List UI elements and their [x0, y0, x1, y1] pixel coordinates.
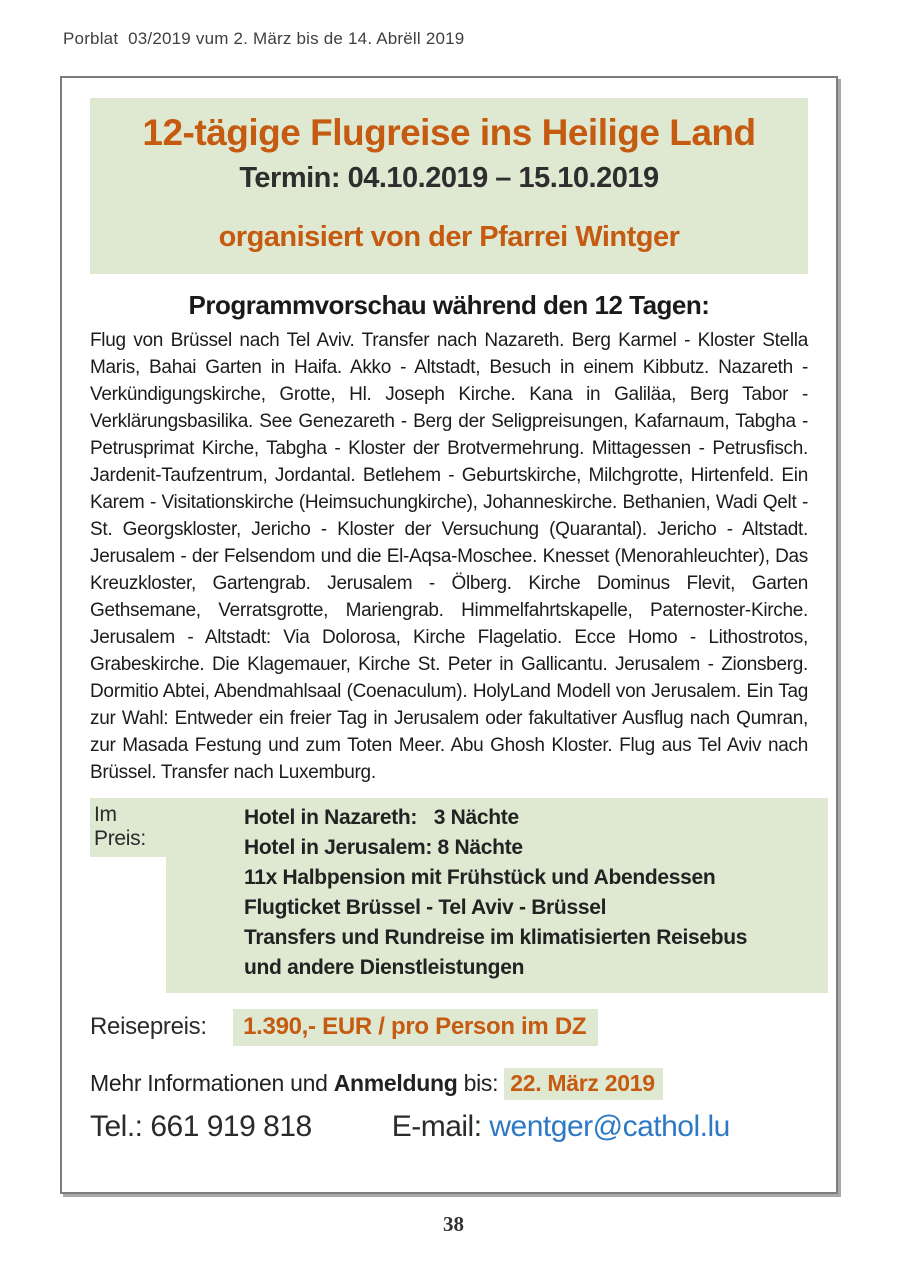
registration-bold-word: Anmeldung [333, 1070, 458, 1096]
page-number: 38 [443, 1212, 464, 1236]
flyer-organizer-line: organisiert von der Pfarrei Wintger [218, 221, 680, 253]
email-label: E-mail: [391, 1110, 490, 1143]
page-header-text: Porblat 03/2019 vum 2. März bis de 14. Abrëll 2019 [63, 29, 465, 48]
trip-price-line [90, 1009, 836, 1046]
price-includes-section [90, 798, 828, 993]
registration-deadline: 22. März 2019 [504, 1068, 662, 1100]
flyer-title-banner [90, 98, 808, 274]
price-include-item: Flugticket Brüssel - Tel Aviv - Brüssel [244, 896, 607, 919]
phone-number: 661 919 818 [150, 1110, 312, 1143]
trip-price-label: Reisepreis: [90, 1013, 207, 1040]
registration-text-middle: bis: [457, 1070, 505, 1096]
program-description: Flug von Brüssel nach Tel Aviv. Transfer nach Nazareth. Berg Karmel - Kloster Stella Maris, Bahai Garten in Haifa. Akko - Altstadt, Besuch in einem Kibbutz. Nazareth - Verkündigungskirche, Grotte, Hl. Joseph Kirche. Kana in Galiläa, Berg Tabor - Verklärungsbasilika. See Genezareth - Berg der Seligpreisungen, Kafarnaum, Tabgha - Petrusprimat Kirche, Tabgha - Kloster der Brotvermehrung. Mittagessen - Petrusfisch. Jardenit-Taufzentrum, Jordantal. Betlehem - Geburtskirche, Milchgrotte, Hirtenfeld. Ein Karem - Visitationskirche (Heimsuchungkirche), Johanneskirche. Bethanien, Wadi Qelt - St. Georgskloster, Jericho - Kloster der Versuchung (Quarantal). Jericho - Altstadt. Jerusalem - der Felsendom und die El-Aqsa-Moschee. Knesset (Menorahleuchter), Das Kreuzkloster, Gartengrab. Jerusalem - Ölberg. Kirche Dominus Flevit, Garten Gethsemane, Verratsgrotte, Mariengrab. Himmelfahrtskapelle, Paternoster-Kirche. Jerusalem - Altstadt: Via Dolorosa, Kirche Flagelatio. Ecce Homo - Lithostrotos, Grabeskirche. Die Klagemauer, Kirche St. Peter in Gallicantu. Jerusalem - Zionsberg. Dormitio Abtei, Abendmahlsaal (Coenaculum). HolyLand Modell von Jerusalem. Ein Tag zur Wahl: Entweder ein freier Tag in Jerusalem oder fakultativer Ausflug nach Qumran, zur Masada Festung und zum Toten Meer. Abu Ghosh Kloster. Flug aus Tel Aviv nach Brüssel. Transfer nach Luxemburg. [90, 330, 808, 783]
phone-group [90, 1110, 312, 1143]
price-include-item: Hotel in Nazareth: 3 Nächte [244, 806, 519, 829]
price-includes-list [166, 798, 828, 993]
email-link[interactable]: wentger@cathol.lu [489, 1110, 730, 1143]
price-include-item: 11x Halbpension mit Frühstück und Abendessen [244, 866, 716, 889]
program-heading: Programmvorschau während den 12 Tagen: [188, 290, 710, 320]
flyer-date-line: Termin: 04.10.2019 – 15.10.2019 [239, 162, 659, 194]
phone-label: Tel.: [90, 1110, 151, 1143]
trip-price-value: 1.390,- EUR / pro Person im DZ [233, 1009, 598, 1046]
registration-line [90, 1068, 836, 1100]
price-include-item: Hotel in Jerusalem: 8 Nächte [244, 836, 523, 859]
price-include-item: Transfers und Rundreise im klimatisierten Reisebus [244, 926, 748, 949]
registration-text-before: Mehr Informationen und [90, 1070, 334, 1096]
price-includes-label: Im Preis: [90, 798, 166, 857]
contact-line [90, 1110, 836, 1144]
flyer-box [60, 76, 838, 1194]
flyer-title: 12-tägige Flugreise ins Heilige Land [142, 112, 756, 153]
price-include-item: und andere Dienstleistungen [244, 956, 525, 979]
